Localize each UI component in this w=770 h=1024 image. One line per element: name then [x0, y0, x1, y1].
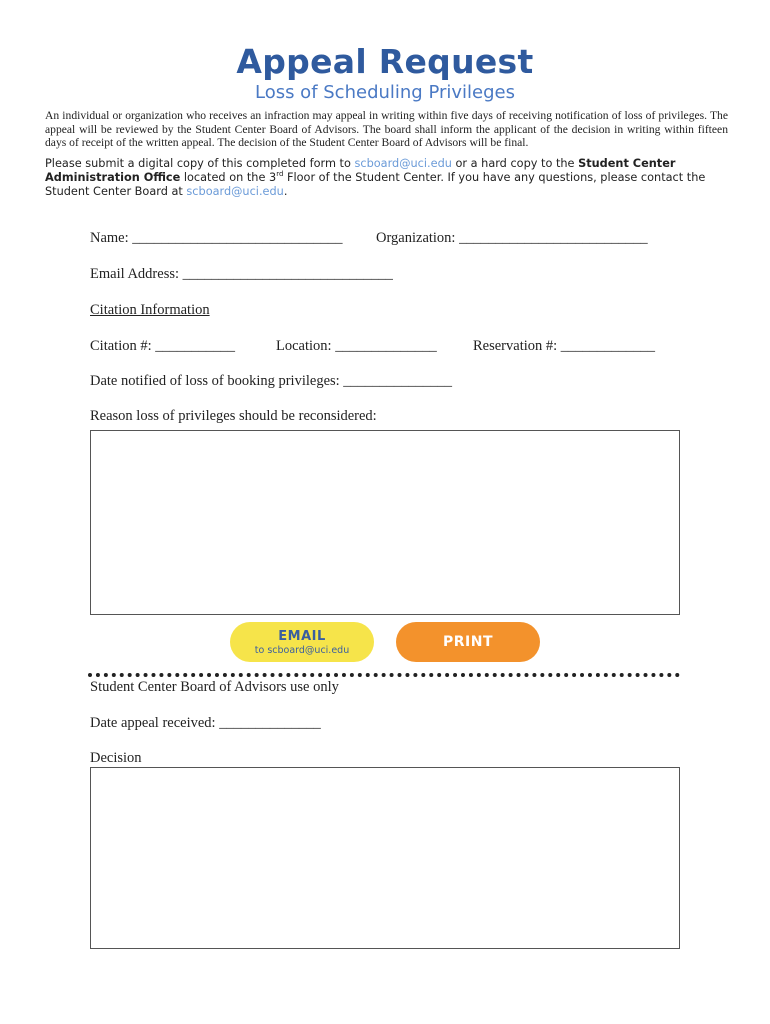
submit-text-3: located on the 3: [180, 171, 277, 185]
contact-email-link[interactable]: scboard@uci.edu: [186, 185, 284, 199]
office-name: Student Center Administration Office: [45, 157, 676, 185]
email-link[interactable]: scboard@uci.edu: [354, 157, 452, 170]
reservation-number-field[interactable]: Reservation #: _____________: [473, 338, 656, 354]
submit-text-2: or a hard copy to the: [451, 157, 579, 170]
organization-field[interactable]: Organization: __________________________: [376, 230, 648, 246]
email-button-sublabel: to scboard@uci.edu: [254, 645, 350, 656]
print-button-label: PRINT: [442, 634, 494, 650]
email-button-label: EMAIL: [278, 629, 326, 644]
intro-paragraph: An individual or organization who receives an infraction may appeal in writing within five days of receiving notification of loss of privileges. The appeal will be reviewed by the Student Center Board of Advisors. The board shall inform the applicant of the decision in writing within fifteen days of receipt of the written appeal. The decision of the Student Center Board of Advisors will be final.: [45, 109, 728, 150]
citation-heading: Citation Information: [90, 302, 210, 318]
submit-text-1: Please submit a digital copy of this completed form to: [45, 157, 355, 170]
submit-instructions: [45, 157, 735, 200]
location-field[interactable]: Location: ______________: [276, 338, 437, 354]
name-field[interactable]: Name: _____________________________: [90, 230, 343, 246]
decision-label: Decision: [90, 750, 142, 766]
reason-textarea[interactable]: [90, 430, 680, 615]
email-button[interactable]: [230, 622, 374, 662]
office-use-heading: Student Center Board of Advisors use only: [90, 679, 339, 695]
decision-textarea[interactable]: [90, 767, 680, 949]
page-subtitle: Loss of Scheduling Privileges: [254, 82, 515, 103]
print-button[interactable]: [396, 622, 540, 662]
email-address-field[interactable]: Email Address: _____________________________: [90, 266, 393, 282]
date-received-field[interactable]: Date appeal received: ______________: [90, 715, 321, 731]
page-title: Appeal Request: [236, 42, 534, 81]
date-notified-field[interactable]: Date notified of loss of booking privileges: _______________: [90, 373, 453, 389]
submit-text-5: .: [283, 185, 288, 199]
reason-label: Reason loss of privileges should be reconsidered:: [90, 408, 377, 424]
dotted-divider: [88, 673, 680, 677]
ordinal-suffix: rd: [276, 170, 284, 179]
submit-text-4: Floor of the Student Center. If you have any questions, please contact the Student Center Board at: [45, 171, 706, 199]
citation-number-field[interactable]: Citation #: ___________: [90, 338, 235, 354]
